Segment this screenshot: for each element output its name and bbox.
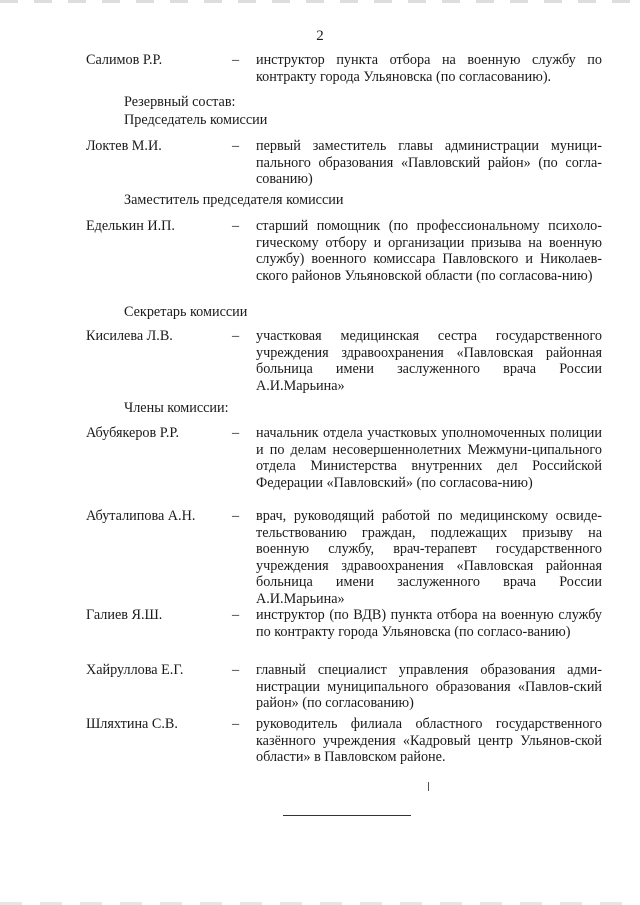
person-position: инструктор пункта отбора на военную службу по контракту города Ульяновска (по согласованию). [256, 52, 602, 85]
person-position: первый заместитель главы администрации муници-пального образования «Павловский район» (по согла-сованию) [256, 138, 602, 187]
dash-separator: – [232, 138, 240, 154]
scan-edge-top [0, 0, 640, 3]
person-name: Хайруллова Е.Г. [86, 662, 184, 678]
reserve-heading: Резервный состав: [124, 94, 236, 110]
scan-mark [428, 782, 429, 791]
dash-separator: – [232, 716, 240, 732]
person-name: Локтев М.И. [86, 138, 162, 154]
person-name: Кисилева Л.В. [86, 328, 173, 344]
members-heading: Члены комиссии: [124, 400, 229, 416]
dash-separator: – [232, 508, 240, 524]
person-name: Абуталипова А.Н. [86, 508, 196, 524]
deputy-heading: Заместитель председателя комиссии [124, 192, 344, 208]
chairman-heading: Председатель комиссии [124, 112, 268, 128]
person-position: врач, руководящий работой по медицинскому освиде-тельствованию граждан, подлежащих призыву на военную службу, врач-терапевт государственного учреждения здравоохранения «Павловская районная больница имени заслуженного врача России А.И.Марьина» [256, 508, 602, 607]
secretary-heading: Секретарь комиссии [124, 304, 248, 320]
person-position: старший помощник (по профессиональному психоло-гическому отбору и организации призыва на военную службу) военного комиссара Павловского и Николаев-ского районов Ульяновской области (по согласова-нию) [256, 218, 602, 284]
dash-separator: – [232, 328, 240, 344]
dash-separator: – [232, 607, 240, 623]
person-position: участковая медицинская сестра государственного учреждения здравоохранения «Павловская районная больница имени заслуженного врача России А.И.Марьина» [256, 328, 602, 394]
person-position: инструктор (по ВДВ) пункта отбора на военную службу по контракту города Ульяновска (по согласо-ванию) [256, 607, 602, 640]
dash-separator: – [232, 425, 240, 441]
dash-separator: – [232, 52, 240, 68]
person-position: главный специалист управления образования адми-нистрации муниципального образования «Павлов-ский район» (по согласованию) [256, 662, 602, 711]
person-name: Галиев Я.Ш. [86, 607, 163, 623]
dash-separator: – [232, 218, 240, 234]
person-name: Абубякеров Р.Р. [86, 425, 180, 441]
person-position: руководитель филиала областного государственного казённого учреждения «Кадровый центр Ульянов-ской области» в Павловском районе. [256, 716, 602, 765]
end-of-document-rule [283, 815, 411, 816]
person-name: Салимов Р.Р. [86, 52, 163, 68]
dash-separator: – [232, 662, 240, 678]
page-number: 2 [316, 28, 324, 44]
person-name: Шляхтина С.В. [86, 716, 178, 732]
person-position: начальник отдела участковых уполномоченных полиции и по делам несовершеннолетних Межмуни-ципального отдела Министерства внутренних дел Российской Федерации «Павловский» (по согласова-нию) [256, 425, 602, 491]
person-name: Еделькин И.П. [86, 218, 175, 234]
